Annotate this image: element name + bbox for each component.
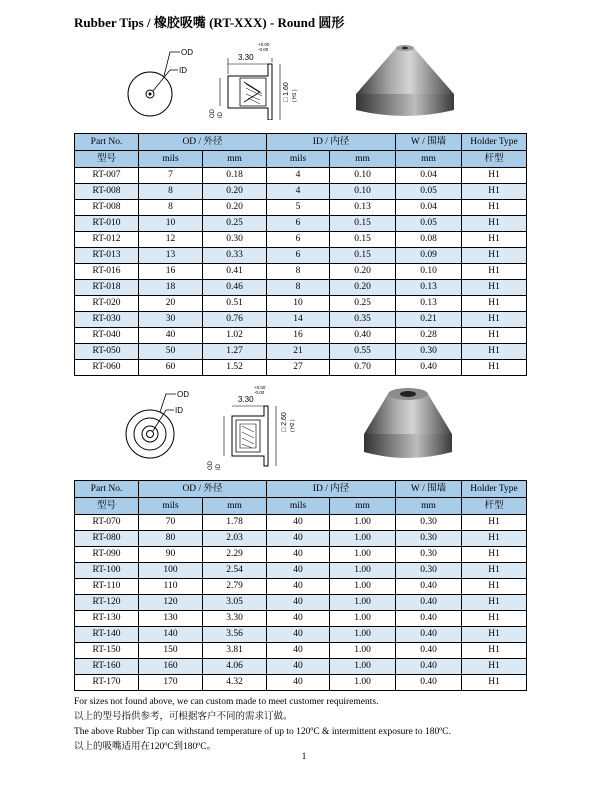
cell-od-mils: 40	[139, 328, 203, 344]
cell-id-mm: 1.00	[330, 579, 396, 595]
tolerance-plus: +0.00	[258, 42, 270, 47]
table-row	[75, 515, 527, 531]
header-part-no: Part No.	[75, 481, 139, 498]
table-row	[75, 563, 527, 579]
cell-id-mm: 0.70	[330, 360, 396, 376]
cell-id-mils: 6	[267, 248, 330, 264]
cell-holder-type: H1	[462, 659, 527, 675]
cell-od-mils: 8	[139, 184, 203, 200]
cell-w-mm: 0.08	[396, 232, 462, 248]
cell-id-mm: 0.25	[330, 296, 396, 312]
cell-holder-type: H1	[462, 216, 527, 232]
cell-od-mm: 0.25	[203, 216, 267, 232]
cell-id-mm: 0.15	[330, 232, 396, 248]
cell-od-mils: 140	[139, 627, 203, 643]
table-row	[75, 296, 527, 312]
cell-part-no: RT-008	[75, 184, 139, 200]
cell-holder-type: H1	[462, 627, 527, 643]
id-label: ID	[179, 66, 187, 75]
cell-w-mm: 0.30	[396, 344, 462, 360]
cell-part-no: RT-130	[75, 611, 139, 627]
table-row	[75, 659, 527, 675]
cell-holder-type: H1	[462, 515, 527, 531]
cell-id-mm: 0.20	[330, 280, 396, 296]
cell-od-mm: 3.81	[203, 643, 267, 659]
header-od-mils: mils	[139, 151, 203, 168]
cell-od-mm: 4.06	[203, 659, 267, 675]
note-temperature-cn: 以上的吸嘴适用在120ºC到180ºC。	[74, 742, 217, 752]
table-row	[75, 675, 527, 691]
cell-od-mils: 110	[139, 579, 203, 595]
cell-part-no: RT-030	[75, 312, 139, 328]
table-row	[75, 611, 527, 627]
cell-id-mm: 1.00	[330, 675, 396, 691]
cell-holder-type: H1	[462, 296, 527, 312]
header-holder: Holder Type	[462, 134, 527, 151]
cell-part-no: RT-010	[75, 216, 139, 232]
cell-id-mils: 40	[267, 627, 330, 643]
cell-od-mm: 0.20	[203, 184, 267, 200]
header-holder-cn: 杆型	[462, 498, 527, 515]
cell-od-mm: 1.27	[203, 344, 267, 360]
cell-od-mm: 4.32	[203, 675, 267, 691]
cell-od-mils: 170	[139, 675, 203, 691]
cell-id-mm: 0.20	[330, 264, 396, 280]
cell-id-mm: 0.35	[330, 312, 396, 328]
cell-id-mils: 40	[267, 579, 330, 595]
od-label: OD	[177, 390, 189, 399]
cell-id-mm: 1.00	[330, 643, 396, 659]
cell-od-mm: 2.54	[203, 563, 267, 579]
cell-holder-type: H1	[462, 547, 527, 563]
cell-part-no: RT-020	[75, 296, 139, 312]
table-row	[75, 595, 527, 611]
cell-od-mm: 0.76	[203, 312, 267, 328]
spec-table-1	[74, 133, 527, 376]
cell-id-mils: 40	[267, 595, 330, 611]
table-row	[75, 232, 527, 248]
cell-id-mils: 40	[267, 563, 330, 579]
cell-id-mils: 4	[267, 168, 330, 184]
cell-id-mils: 8	[267, 280, 330, 296]
cell-od-mm: 2.29	[203, 547, 267, 563]
cell-od-mils: 120	[139, 595, 203, 611]
cell-holder-type: H1	[462, 200, 527, 216]
table-row	[75, 547, 527, 563]
page-title: Rubber Tips / 橡胶吸嘴 (RT-XXX) - Round 圆形	[74, 15, 345, 30]
cell-od-mm: 1.52	[203, 360, 267, 376]
rubber-tip-drawing-1	[120, 38, 310, 120]
header-holder-cn: 杆型	[462, 151, 527, 168]
cell-id-mils: 40	[267, 675, 330, 691]
cell-id-mils: 16	[267, 328, 330, 344]
id-dimension: ID	[218, 112, 224, 118]
cell-id-mm: 1.00	[330, 531, 396, 547]
cell-part-no: RT-008	[75, 200, 139, 216]
cell-holder-type: H1	[462, 344, 527, 360]
cell-id-mils: 40	[267, 547, 330, 563]
note-temperature-en: The above Rubber Tip can withstand temperature of up to 120ºC & intermittent exposure to 180ºC.	[74, 727, 451, 737]
cell-od-mils: 80	[139, 531, 203, 547]
cell-w-mm: 0.09	[396, 248, 462, 264]
cell-w-mm: 0.28	[396, 328, 462, 344]
cell-holder-type: H1	[462, 579, 527, 595]
cell-id-mm: 0.40	[330, 328, 396, 344]
cell-id-mils: 4	[267, 184, 330, 200]
cell-id-mils: 8	[267, 264, 330, 280]
cell-id-mils: 14	[267, 312, 330, 328]
cell-part-no: RT-170	[75, 675, 139, 691]
table-row	[75, 200, 527, 216]
cell-id-mm: 0.15	[330, 248, 396, 264]
header-part-no-cn: 型号	[75, 151, 139, 168]
cell-id-mils: 21	[267, 344, 330, 360]
od-dimension: OD	[208, 461, 214, 470]
cell-od-mils: 60	[139, 360, 203, 376]
id-dimension: ID	[216, 464, 222, 470]
diameter-dimension: □ 1.60	[283, 82, 290, 102]
cell-od-mils: 16	[139, 264, 203, 280]
cell-od-mils: 50	[139, 344, 203, 360]
header-od-mils: mils	[139, 498, 203, 515]
cell-od-mm: 2.79	[203, 579, 267, 595]
cell-holder-type: H1	[462, 328, 527, 344]
cell-part-no: RT-080	[75, 531, 139, 547]
cell-od-mils: 20	[139, 296, 203, 312]
tolerance-minus: -0.00	[258, 47, 269, 52]
table-row	[75, 184, 527, 200]
cell-w-mm: 0.04	[396, 168, 462, 184]
cell-holder-type: H1	[462, 360, 527, 376]
holder-dimension: ( H2 )	[290, 419, 296, 432]
cell-id-mm: 0.55	[330, 344, 396, 360]
cell-od-mils: 130	[139, 611, 203, 627]
cell-id-mm: 1.00	[330, 595, 396, 611]
cell-id-mm: 1.00	[330, 547, 396, 563]
cell-w-mm: 0.40	[396, 627, 462, 643]
cell-part-no: RT-110	[75, 579, 139, 595]
cell-w-mm: 0.40	[396, 643, 462, 659]
cell-w-mm: 0.30	[396, 515, 462, 531]
cell-od-mm: 2.03	[203, 531, 267, 547]
cell-od-mm: 3.05	[203, 595, 267, 611]
cell-holder-type: H1	[462, 643, 527, 659]
cell-od-mils: 30	[139, 312, 203, 328]
header-w-mm: mm	[396, 498, 462, 515]
cell-holder-type: H1	[462, 312, 527, 328]
cell-w-mm: 0.30	[396, 563, 462, 579]
tolerance-minus: -0.00	[254, 390, 265, 395]
cell-part-no: RT-070	[75, 515, 139, 531]
cell-w-mm: 0.40	[396, 360, 462, 376]
cell-holder-type: H1	[462, 232, 527, 248]
cell-w-mm: 0.21	[396, 312, 462, 328]
cell-part-no: RT-012	[75, 232, 139, 248]
cell-id-mils: 10	[267, 296, 330, 312]
cell-id-mils: 6	[267, 216, 330, 232]
cell-id-mm: 1.00	[330, 659, 396, 675]
header-id: ID / 内径	[267, 481, 396, 498]
cell-part-no: RT-120	[75, 595, 139, 611]
cell-od-mils: 100	[139, 563, 203, 579]
cell-od-mm: 0.51	[203, 296, 267, 312]
cell-id-mm: 1.00	[330, 515, 396, 531]
table-row	[75, 264, 527, 280]
cell-od-mils: 8	[139, 200, 203, 216]
cell-od-mm: 0.41	[203, 264, 267, 280]
cell-od-mm: 0.46	[203, 280, 267, 296]
cell-od-mm: 3.56	[203, 627, 267, 643]
cell-part-no: RT-160	[75, 659, 139, 675]
cell-id-mm: 0.10	[330, 184, 396, 200]
od-dimension: OD	[210, 109, 216, 118]
cell-w-mm: 0.40	[396, 675, 462, 691]
length-dimension: 3.30	[238, 395, 254, 404]
rubber-tip-photo-2	[358, 384, 458, 464]
id-label: ID	[175, 406, 183, 415]
cell-id-mm: 0.15	[330, 216, 396, 232]
cell-od-mils: 160	[139, 659, 203, 675]
cell-id-mils: 27	[267, 360, 330, 376]
cell-part-no: RT-016	[75, 264, 139, 280]
cell-holder-type: H1	[462, 531, 527, 547]
side-view	[220, 58, 280, 120]
cell-od-mm: 3.30	[203, 611, 267, 627]
table-row	[75, 216, 527, 232]
cell-id-mils: 40	[267, 515, 330, 531]
length-dimension: 3.30	[238, 53, 254, 62]
cell-od-mm: 0.30	[203, 232, 267, 248]
table-row	[75, 312, 527, 328]
cell-id-mils: 40	[267, 659, 330, 675]
header-part-no: Part No.	[75, 134, 139, 151]
rubber-tip-drawing-2	[120, 386, 310, 472]
front-view-circle	[128, 52, 180, 116]
cell-od-mm: 0.18	[203, 168, 267, 184]
cell-od-mils: 18	[139, 280, 203, 296]
cell-w-mm: 0.40	[396, 659, 462, 675]
table-row	[75, 280, 527, 296]
cell-id-mm: 1.00	[330, 563, 396, 579]
cell-od-mils: 13	[139, 248, 203, 264]
cell-od-mils: 7	[139, 168, 203, 184]
cell-part-no: RT-050	[75, 344, 139, 360]
cell-w-mm: 0.40	[396, 611, 462, 627]
cell-id-mils: 40	[267, 531, 330, 547]
od-label: OD	[181, 48, 193, 57]
cell-id-mils: 40	[267, 611, 330, 627]
cell-od-mm: 1.78	[203, 515, 267, 531]
header-w-mm: mm	[396, 151, 462, 168]
cell-part-no: RT-150	[75, 643, 139, 659]
header-id-mils: mils	[267, 151, 330, 168]
note-custom-cn: 以上的型号指供参考，可根据客户不同的需求订做。	[74, 712, 293, 722]
cell-id-mm: 0.13	[330, 200, 396, 216]
cell-part-no: RT-060	[75, 360, 139, 376]
table-row	[75, 579, 527, 595]
cell-id-mm: 1.00	[330, 627, 396, 643]
spec-table-2	[74, 480, 527, 691]
cell-id-mm: 0.10	[330, 168, 396, 184]
cell-w-mm: 0.10	[396, 264, 462, 280]
header-od: OD / 外径	[139, 481, 267, 498]
header-id-mm: mm	[330, 151, 396, 168]
cell-od-mils: 12	[139, 232, 203, 248]
table-row	[75, 248, 527, 264]
cell-id-mils: 5	[267, 200, 330, 216]
cell-w-mm: 0.13	[396, 280, 462, 296]
header-part-no-cn: 型号	[75, 498, 139, 515]
cell-part-no: RT-100	[75, 563, 139, 579]
cell-w-mm: 0.05	[396, 184, 462, 200]
cell-w-mm: 0.05	[396, 216, 462, 232]
table-row	[75, 168, 527, 184]
cell-holder-type: H1	[462, 595, 527, 611]
note-custom-en: For sizes not found above, we can custom made to meet customer requirements.	[74, 697, 379, 707]
header-id-mm: mm	[330, 498, 396, 515]
header-id-mils: mils	[267, 498, 330, 515]
cell-holder-type: H1	[462, 168, 527, 184]
cell-holder-type: H1	[462, 248, 527, 264]
table-row	[75, 344, 527, 360]
cell-od-mm: 1.02	[203, 328, 267, 344]
cell-id-mils: 6	[267, 232, 330, 248]
cell-od-mils: 90	[139, 547, 203, 563]
diameter-dimension: □ 2.60	[281, 412, 288, 432]
header-holder: Holder Type	[462, 481, 527, 498]
cell-w-mm: 0.13	[396, 296, 462, 312]
header-id: ID / 内径	[267, 134, 396, 151]
cell-holder-type: H1	[462, 280, 527, 296]
cell-w-mm: 0.04	[396, 200, 462, 216]
table-row	[75, 627, 527, 643]
cell-holder-type: H1	[462, 184, 527, 200]
header-w: W / 围墙	[396, 134, 462, 151]
cell-part-no: RT-018	[75, 280, 139, 296]
cell-od-mm: 0.33	[203, 248, 267, 264]
cell-holder-type: H1	[462, 675, 527, 691]
cell-holder-type: H1	[462, 563, 527, 579]
header-w: W / 围墙	[396, 481, 462, 498]
header-od-mm: mm	[203, 498, 267, 515]
page-number: 1	[301, 752, 307, 762]
holder-dimension: ( H1 )	[292, 89, 298, 102]
header-od: OD / 外径	[139, 134, 267, 151]
tolerance-plus: +0.00	[254, 386, 266, 390]
front-view-circle	[126, 394, 176, 458]
rubber-tip-photo-1	[350, 42, 460, 122]
cell-od-mm: 0.20	[203, 200, 267, 216]
table-row	[75, 643, 527, 659]
notes	[74, 695, 451, 755]
cell-od-mils: 150	[139, 643, 203, 659]
table-row	[75, 328, 527, 344]
cell-holder-type: H1	[462, 264, 527, 280]
cell-w-mm: 0.40	[396, 595, 462, 611]
table-row	[75, 360, 527, 376]
cell-id-mils: 40	[267, 643, 330, 659]
cell-w-mm: 0.30	[396, 547, 462, 563]
cell-part-no: RT-040	[75, 328, 139, 344]
cell-part-no: RT-013	[75, 248, 139, 264]
cell-part-no: RT-090	[75, 547, 139, 563]
cell-od-mils: 70	[139, 515, 203, 531]
cell-part-no: RT-140	[75, 627, 139, 643]
header-od-mm: mm	[203, 151, 267, 168]
cell-w-mm: 0.30	[396, 531, 462, 547]
cell-id-mm: 1.00	[330, 611, 396, 627]
cell-od-mils: 10	[139, 216, 203, 232]
table-row	[75, 531, 527, 547]
cell-w-mm: 0.40	[396, 579, 462, 595]
cell-part-no: RT-007	[75, 168, 139, 184]
cell-holder-type: H1	[462, 611, 527, 627]
side-view	[224, 406, 276, 466]
